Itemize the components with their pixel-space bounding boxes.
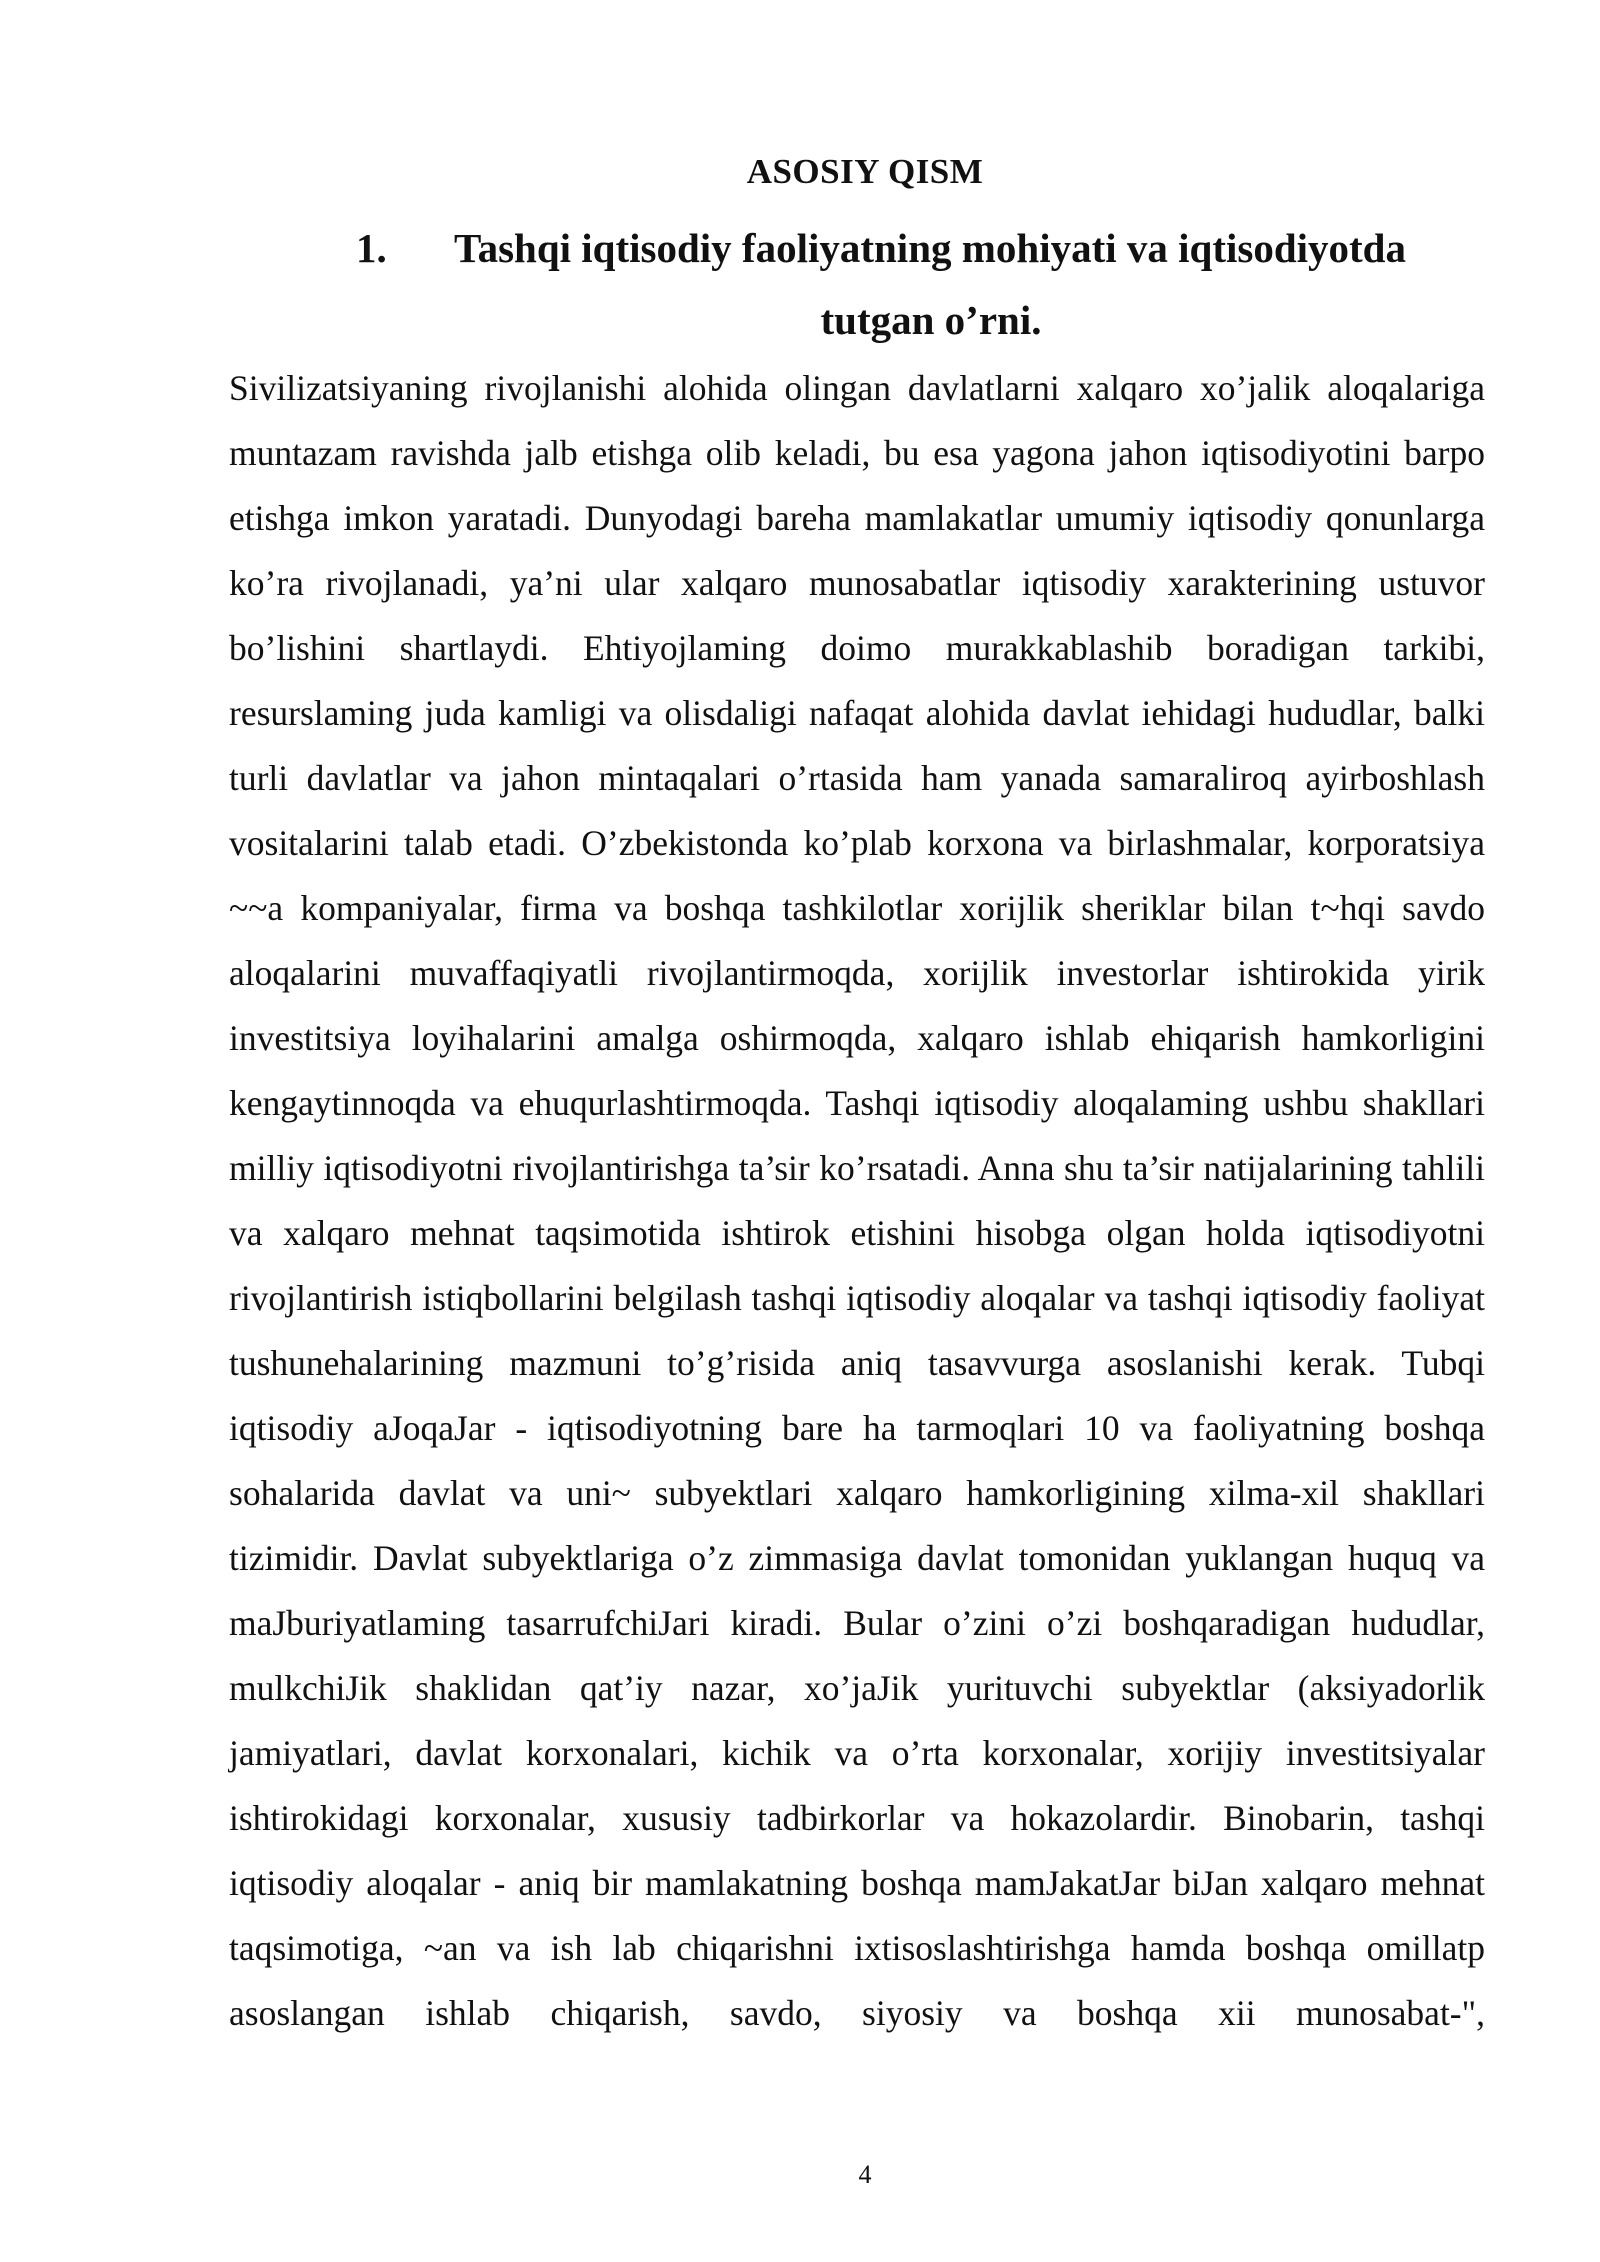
body-paragraph: Sivilizatsiyaning rivojlanishi alohida olingan davlatlarni xalqaro xo’jalik aloqalariga muntazam ravishda jalb etishga olib keladi, bu esa yagona jahon iqtisodiyotini barpo etishga imkon yaratadi. Dunyodagi bareha mamlakatlar umumiy iqtisodiy qonunlarga ko’ra rivojlanadi, ya’ni ular xalqaro munosabatlar iqtisodiy xarakterining ustuvor bo’lishini shartlaydi. Ehtiyojlaming doimo murakkablashib boradigan tarkibi, resurslaming juda kamligi va olisdaligi nafaqat alohida davlat iehidagi hududlar, balki turli davlatlar va jahon mintaqalari o’rtasida ham yanada samaraliroq ayirboshlash vositalarini talab etadi. O’zbekistonda ko’plab korxona va birlashmalar, korporatsiya ~~a kompaniyalar, firma va boshqa tashkilotlar xorijlik sheriklar bilan t~hqi savdo aloqalarini muvaffaqiyatli rivojlantirmoqda, xorijlik investorlar ishtirokida yirik investitsiya loyihalarini amalga oshirmoqda, xalqaro ishlab ehiqarish hamkorligini kengaytinnoqda va ehuqurlashtirmoqda. Tashqi iqtisodiy aloqalaming ushbu shakllari milliy iqtisodiyotni rivojlantirishga ta’sir ko’rsatadi. Anna shu ta’sir natijalarining tahlili va xalqaro mehnat taqsimotida ishtirok etishini hisobga olgan holda iqtisodiyotni rivojlantirish istiqbollarini belgilash tashqi iqtisodiy aloqalar va tashqi iqtisodiy faoliyat tushunehalarining mazmuni to’g’risida aniq tasavvurga asoslanishi kerak. Tubqi iqtisodiy aJoqaJar - iqtisodiyotning bare ha tarmoqlari 10 va faoliyatning boshqa sohalarida davlat va uni~ subyektlari xalqaro hamkorligining xilma-xil shakllari tizimidir. Davlat subyektlariga o’z zimmasiga davlat tomonidan yuklangan huquq va maJburiyatlaming tasarrufchiJari kiradi. Bular o’zini o’zi boshqaradigan hududlar, mulkchiJik shaklidan qat’iy nazar, xo’jaJik yurituvchi subyektlar (aksiyadorlik jamiyatlari, davlat korxonalari, kichik va o’rta korxonalar, xorijiy investitsiyalar ishtirokidagi korxonalar, xususiy tadbirkorlar va hokazolardir. Binobarin, tashqi iqtisodiy aloqalar - aniq bir mamlakatning boshqa mamJakatJar biJan xalqaro mehnat taqsimotiga, ~an va ish lab chiqarishni ixtisoslashtirishga hamda boshqa omillatp asoslangan ishlab chiqarish, savdo, siyosiy va boshqa xii munosabat-", [229,368,1485,2033]
chapter-number: 1. [356,225,387,271]
chapter-heading [356,212,1466,356]
section-title: ASOSIY QISM [746,152,984,191]
chapter-title-line-2: tutgan o’rni. [820,297,1042,343]
page-number: 4 [858,2160,872,2189]
chapter-title-line-1: Tashqi iqtisodiy faoliyatning mohiyati va iqtisodiyotda [454,225,1406,271]
